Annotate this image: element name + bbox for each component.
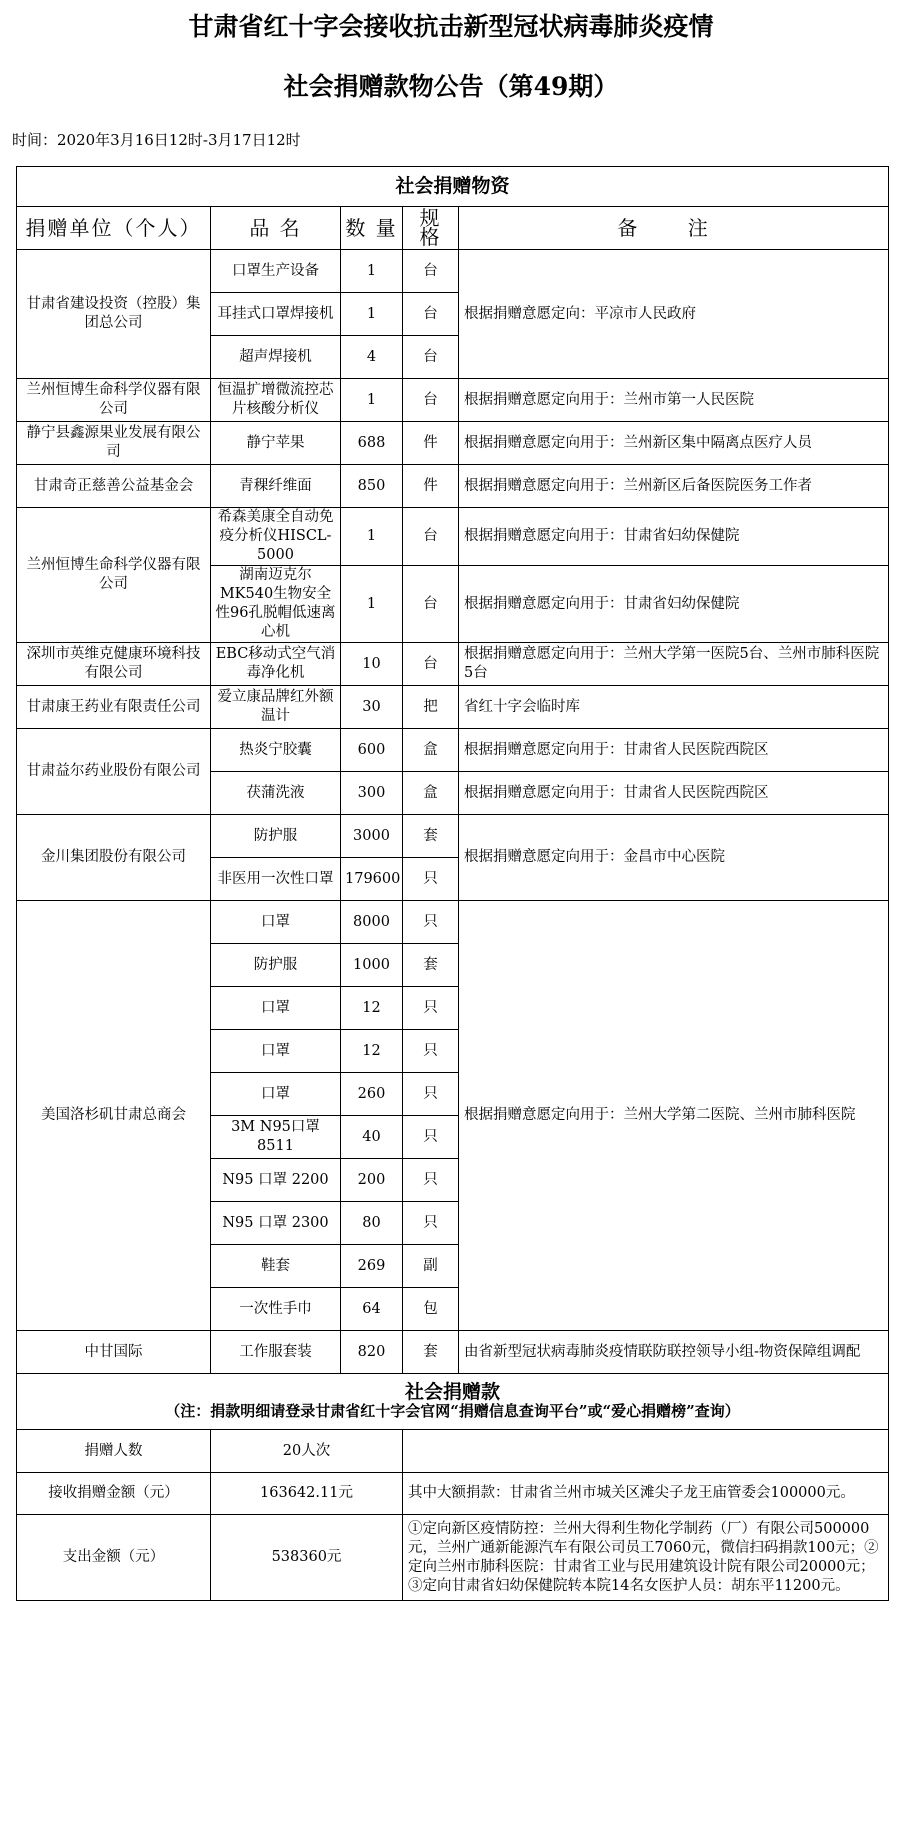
quantity-cell: 1	[341, 508, 403, 566]
note-cell: 根据捐赠意愿定向用于：甘肃省妇幼保健院	[459, 566, 889, 643]
funds-label-cell: 捐赠人数	[17, 1430, 211, 1473]
spec-cell: 只	[403, 1116, 459, 1159]
item-name-cell: 茯蒲洗液	[211, 772, 341, 815]
quantity-cell: 850	[341, 465, 403, 508]
item-name-cell: EBC移动式空气消毒净化机	[211, 643, 341, 686]
item-name-cell: 防护服	[211, 815, 341, 858]
note-cell: 根据捐赠意愿定向用于：甘肃省人民医院西院区	[459, 772, 889, 815]
header-note: 备 注	[459, 207, 889, 250]
donor-cell: 兰州恒博生命科学仪器有限公司	[17, 508, 211, 643]
note-cell: 根据捐赠意愿定向用于：兰州新区集中隔离点医疗人员	[459, 422, 889, 465]
spec-cell: 套	[403, 815, 459, 858]
quantity-cell: 80	[341, 1202, 403, 1245]
spec-cell: 台	[403, 336, 459, 379]
spec-cell: 台	[403, 293, 459, 336]
spec-cell: 台	[403, 508, 459, 566]
notice-title-line1: 甘肃省红十字会接收抗击新型冠状病毒肺炎疫情	[188, 12, 714, 41]
item-name-cell: 耳挂式口罩焊接机	[211, 293, 341, 336]
header-item: 品 名	[211, 207, 341, 250]
item-name-cell: 工作服套装	[211, 1331, 341, 1374]
donor-cell: 甘肃奇正慈善公益基金会	[17, 465, 211, 508]
note-cell: 根据捐赠意愿定向用于：甘肃省人民医院西院区	[459, 729, 889, 772]
quantity-cell: 3000	[341, 815, 403, 858]
quantity-cell: 12	[341, 987, 403, 1030]
funds-note-cell: ①定向新区疫情防控：兰州大得利生物化学制药（厂）有限公司500000元，兰州广通新能源汽车有限公司员工7060元，微信扫码捐款100元；②定向兰州市肺科医院：甘肃省工业与民用建筑设计院有限公司20000元；③定向甘肃省妇幼保健院转本院14名女医护人员：胡东平11200元。	[403, 1515, 889, 1601]
spec-cell: 套	[403, 944, 459, 987]
spec-cell: 只	[403, 987, 459, 1030]
spec-cell: 包	[403, 1288, 459, 1331]
time-range: 时间：2020年3月16日12时-3月17日12时	[12, 131, 301, 149]
funds-label-cell: 支出金额（元）	[17, 1515, 211, 1601]
note-cell: 根据捐赠意愿定向用于：兰州市第一人民医院	[459, 379, 889, 422]
note-cell: 根据捐赠意愿定向用于：甘肃省妇幼保健院	[459, 508, 889, 566]
note-cell: 根据捐赠意愿定向用于：兰州大学第二医院、兰州市肺科医院	[459, 901, 889, 1331]
funds-section-header	[17, 1374, 889, 1430]
item-name-cell: 爱立康品牌红外额温计	[211, 686, 341, 729]
spec-cell: 只	[403, 1159, 459, 1202]
spec-cell: 只	[403, 858, 459, 901]
quantity-cell: 300	[341, 772, 403, 815]
item-name-cell: 青稞纤维面	[211, 465, 341, 508]
quantity-cell: 688	[341, 422, 403, 465]
funds-value-cell: 538360元	[211, 1515, 403, 1601]
note-cell: 根据捐赠意愿定向用于：兰州新区后备医院医务工作者	[459, 465, 889, 508]
donation-table	[16, 166, 889, 1601]
note-cell: 由省新型冠状病毒肺炎疫情联防联控领导小组-物资保障组调配	[459, 1331, 889, 1374]
quantity-cell: 12	[341, 1030, 403, 1073]
funds-label-cell: 接收捐赠金额（元）	[17, 1473, 211, 1515]
donation-table-body	[17, 167, 889, 1601]
item-name-cell: 希森美康全自动免疫分析仪HISCL-5000	[211, 508, 341, 566]
header-qty: 数 量	[341, 207, 403, 250]
quantity-cell: 260	[341, 1073, 403, 1116]
spec-cell: 把	[403, 686, 459, 729]
item-name-cell: 口罩	[211, 1073, 341, 1116]
quantity-cell: 4	[341, 336, 403, 379]
note-cell: 省红十字会临时库	[459, 686, 889, 729]
funds-value-cell: 20人次	[211, 1430, 403, 1473]
quantity-cell: 8000	[341, 901, 403, 944]
quantity-cell: 1	[341, 293, 403, 336]
item-name-cell: 口罩	[211, 1030, 341, 1073]
item-name-cell: 3M N95口罩 8511	[211, 1116, 341, 1159]
spec-cell: 副	[403, 1245, 459, 1288]
spec-cell: 套	[403, 1331, 459, 1374]
spec-cell: 台	[403, 643, 459, 686]
quantity-cell: 820	[341, 1331, 403, 1374]
note-cell: 根据捐赠意愿定向：平凉市人民政府	[459, 250, 889, 379]
item-name-cell: 非医用一次性口罩	[211, 858, 341, 901]
materials-section-title: 社会捐赠物资	[17, 167, 889, 207]
quantity-cell: 1	[341, 250, 403, 293]
donor-cell: 金川集团股份有限公司	[17, 815, 211, 901]
spec-cell: 台	[403, 566, 459, 643]
item-name-cell: 口罩	[211, 987, 341, 1030]
spec-cell: 件	[403, 422, 459, 465]
donor-cell: 甘肃康王药业有限责任公司	[17, 686, 211, 729]
donor-cell: 兰州恒博生命科学仪器有限公司	[17, 379, 211, 422]
donor-cell: 中甘国际	[17, 1331, 211, 1374]
donor-cell: 静宁县鑫源果业发展有限公司	[17, 422, 211, 465]
item-name-cell: N95 口罩 2200	[211, 1159, 341, 1202]
spec-cell: 台	[403, 250, 459, 293]
spec-cell: 盒	[403, 772, 459, 815]
quantity-cell: 1	[341, 379, 403, 422]
spec-cell: 只	[403, 1030, 459, 1073]
quantity-cell: 179600	[341, 858, 403, 901]
donor-cell: 甘肃益尔药业股份有限公司	[17, 729, 211, 815]
spec-cell: 只	[403, 1202, 459, 1245]
quantity-cell: 600	[341, 729, 403, 772]
item-name-cell: 口罩生产设备	[211, 250, 341, 293]
note-cell: 根据捐赠意愿定向用于：兰州大学第一医院5台、兰州市肺科医院5台	[459, 643, 889, 686]
spec-cell: 只	[403, 1073, 459, 1116]
quantity-cell: 269	[341, 1245, 403, 1288]
spec-cell: 台	[403, 379, 459, 422]
quantity-cell: 1000	[341, 944, 403, 987]
quantity-cell: 10	[341, 643, 403, 686]
item-name-cell: 热炎宁胶囊	[211, 729, 341, 772]
item-name-cell: 口罩	[211, 901, 341, 944]
spec-cell: 件	[403, 465, 459, 508]
quantity-cell: 1	[341, 566, 403, 643]
notice-title-line2: 社会捐赠款物公告（第49期）	[283, 72, 619, 101]
item-name-cell: 静宁苹果	[211, 422, 341, 465]
donor-cell: 美国洛杉矶甘肃总商会	[17, 901, 211, 1331]
spec-cell: 盒	[403, 729, 459, 772]
item-name-cell: 防护服	[211, 944, 341, 987]
header-donor: 捐赠单位（个人）	[17, 207, 211, 250]
funds-section-title: 社会捐赠款	[405, 1380, 501, 1403]
item-name-cell: 鞋套	[211, 1245, 341, 1288]
header-spec: 规 格	[403, 207, 459, 250]
item-name-cell: 湖南迈克尔MK540生物安全性96孔脱帽低速离心机	[211, 566, 341, 643]
item-name-cell: 恒温扩增微流控芯片核酸分析仪	[211, 379, 341, 422]
quantity-cell: 64	[341, 1288, 403, 1331]
quantity-cell: 200	[341, 1159, 403, 1202]
item-name-cell: N95 口罩 2300	[211, 1202, 341, 1245]
donor-cell: 甘肃省建设投资（控股）集团总公司	[17, 250, 211, 379]
funds-value-cell: 163642.11元	[211, 1473, 403, 1515]
funds-section-note: （注：捐款明细请登录甘肃省红十字会官网“捐赠信息查询平台”或“爱心捐赠榜”查询）	[165, 1401, 740, 1420]
donor-cell: 深圳市英维克健康环境科技有限公司	[17, 643, 211, 686]
note-cell: 根据捐赠意愿定向用于：金昌市中心医院	[459, 815, 889, 901]
item-name-cell: 超声焊接机	[211, 336, 341, 379]
quantity-cell: 40	[341, 1116, 403, 1159]
spec-cell: 只	[403, 901, 459, 944]
item-name-cell: 一次性手巾	[211, 1288, 341, 1331]
funds-note-cell	[403, 1430, 889, 1473]
funds-note-cell: 其中大额捐款：甘肃省兰州市城关区滩尖子龙王庙管委会100000元。	[403, 1473, 889, 1515]
quantity-cell: 30	[341, 686, 403, 729]
